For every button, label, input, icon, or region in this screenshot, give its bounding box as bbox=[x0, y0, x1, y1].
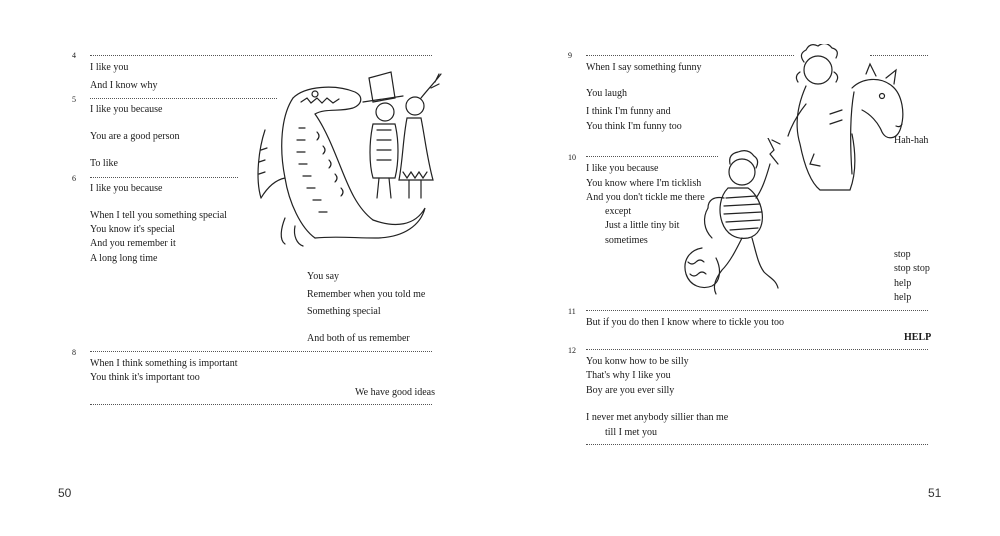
verse-line: stop stop bbox=[894, 263, 930, 274]
verse-line: But if you do then I know where to tickle you too bbox=[586, 317, 785, 328]
verse-line: Remember when you told me bbox=[307, 289, 426, 300]
verse-line: except bbox=[605, 206, 632, 217]
ticklish-boy-illustration bbox=[672, 138, 792, 298]
verse-line: You konw how to be silly bbox=[586, 356, 689, 367]
verse-number: 4 bbox=[72, 51, 76, 60]
dotted-divider bbox=[90, 404, 432, 405]
dotted-divider bbox=[586, 349, 928, 350]
verse-line: And you don't tickle me there bbox=[586, 192, 705, 203]
verse-line: You are a good person bbox=[90, 131, 180, 142]
verse-line: Something special bbox=[307, 306, 381, 317]
verse-line: I like you because bbox=[90, 104, 163, 115]
verse-line: And both of us remember bbox=[307, 333, 410, 344]
verse-line: Hah-hah bbox=[894, 135, 929, 146]
verse-line: help bbox=[894, 292, 912, 303]
verse-line: A long long time bbox=[90, 253, 158, 264]
verse-line: I think I'm funny and bbox=[586, 106, 671, 117]
verse-line: I like you bbox=[90, 62, 129, 73]
verse-line: sometimes bbox=[605, 235, 648, 246]
verse-line: stop bbox=[894, 249, 911, 260]
verse-number: 5 bbox=[72, 95, 76, 104]
dotted-divider bbox=[90, 351, 432, 352]
verse-line: When I tell you something special bbox=[90, 210, 227, 221]
crocodile-children-illustration bbox=[245, 68, 470, 258]
verse-line: till I met you bbox=[605, 427, 657, 438]
verse-line: You think I'm funny too bbox=[586, 121, 682, 132]
verse-line: I like you because bbox=[586, 163, 659, 174]
verse-line: Boy are you ever silly bbox=[586, 385, 675, 396]
page-number: 50 bbox=[58, 486, 72, 500]
verse-line: I never met anybody sillier than me bbox=[586, 412, 729, 423]
verse-line: You think it's important too bbox=[90, 372, 200, 383]
verse-line: help bbox=[894, 278, 912, 289]
page-number: 51 bbox=[928, 486, 942, 500]
verse-number: 8 bbox=[72, 348, 76, 357]
verse-line: HELP bbox=[904, 332, 932, 343]
verse-line: You know where I'm ticklish bbox=[586, 178, 702, 189]
verse-line: You know it's special bbox=[90, 224, 175, 235]
dotted-divider bbox=[586, 310, 928, 311]
verse-number: 6 bbox=[72, 174, 76, 183]
verse-line: You laugh bbox=[586, 88, 627, 99]
verse-line: That's why I like you bbox=[586, 370, 671, 381]
dotted-divider bbox=[90, 177, 238, 178]
verse-number: 11 bbox=[568, 307, 576, 316]
verse-line: I like you because bbox=[90, 183, 163, 194]
verse-line: We have good ideas bbox=[355, 387, 435, 398]
verse-line: To like bbox=[90, 158, 118, 169]
verse-line: You say bbox=[307, 271, 340, 282]
dotted-divider bbox=[586, 444, 928, 445]
verse-number: 9 bbox=[568, 51, 572, 60]
verse-line: When I think something is important bbox=[90, 358, 238, 369]
verse-line: And you remember it bbox=[90, 238, 176, 249]
dotted-divider bbox=[90, 55, 432, 56]
verse-line: And I know why bbox=[90, 80, 158, 91]
verse-line: Just a little tiny bit bbox=[605, 220, 680, 231]
verse-line: When I say something funny bbox=[586, 62, 702, 73]
verse-number: 12 bbox=[568, 346, 576, 355]
dotted-divider bbox=[586, 55, 794, 56]
verse-number: 10 bbox=[568, 153, 576, 162]
